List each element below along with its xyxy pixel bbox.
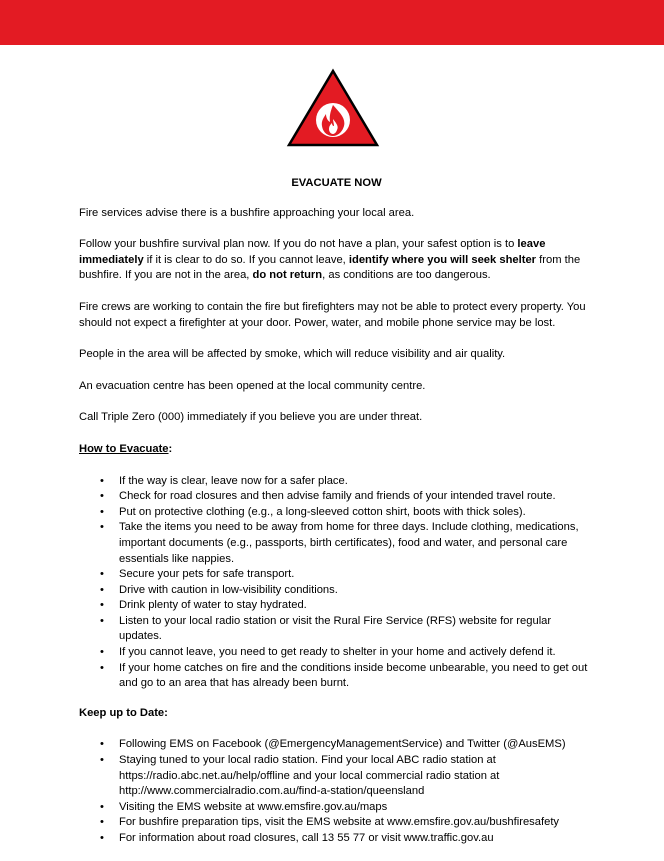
plan-text-4: , as conditions are too dangerous. bbox=[322, 269, 491, 282]
evacuate-list bbox=[79, 474, 594, 692]
fire-warning-icon bbox=[286, 68, 380, 148]
list-item: • Visiting the EMS website at www.emsfire.gov.au/maps bbox=[119, 800, 594, 816]
updates-list bbox=[79, 737, 594, 846]
plan-bold-shelter: identify where you will seek shelter bbox=[348, 253, 537, 266]
fire-crews-paragraph: Fire crews are working to contain the fire but firefighters may not be able to protect every property. You should not expect a firefighter at your door. Power, water, and mobile phone service may be lost. bbox=[79, 300, 586, 329]
list-item: • For bushfire preparation tips, visit the EMS website at www.emsfire.gov.au/bushfiresafety bbox=[119, 815, 594, 831]
plan-text-1: Follow your bushfire survival plan now. If you do not have a plan, your safest option is to bbox=[79, 238, 518, 251]
triple-zero-paragraph: Call Triple Zero (000) immediately if you believe you are under threat. bbox=[79, 411, 423, 424]
list-item: • Secure your pets for safe transport. bbox=[119, 567, 594, 583]
intro-text: Fire services advise there is a bushfire approaching your local area. bbox=[79, 206, 415, 219]
smoke-paragraph: People in the area will be affected by smoke, which will reduce visibility and air quality. bbox=[79, 348, 506, 361]
list-item: • Put on protective clothing (e.g., a long-sleeved cotton shirt, boots with thick soles). bbox=[119, 505, 594, 521]
page-title: EVACUATE NOW bbox=[291, 177, 382, 189]
intro-paragraph bbox=[79, 206, 594, 222]
plan-bold-return: do not return bbox=[252, 269, 323, 282]
header-banner bbox=[0, 0, 664, 45]
evacuation-centre-paragraph: An evacuation centre has been opened at the local community centre. bbox=[79, 379, 426, 392]
list-item: • If your home catches on fire and the conditions inside become unbearable, you need to get out and go to an area that has already been burnt. bbox=[119, 661, 594, 692]
list-item: • Following EMS on Facebook (@EmergencyManagementService) and Twitter (@AusEMS) bbox=[119, 737, 594, 753]
list-item: • Listen to your local radio station or visit the Rural Fire Service (RFS) website for regular updates. bbox=[119, 614, 594, 645]
updates-heading: Keep up to Date: bbox=[79, 706, 168, 719]
notice-content bbox=[79, 176, 594, 861]
evacuate-heading-colon: : bbox=[168, 442, 173, 455]
list-item: • Drive with caution in low-visibility conditions. bbox=[119, 583, 594, 599]
list-item: • If you cannot leave, you need to get ready to shelter in your home and actively defend it. bbox=[119, 645, 594, 661]
list-item: • For information about road closures, call 13 55 77 or visit www.traffic.gov.au bbox=[119, 831, 594, 847]
evacuate-heading-text: How to Evacuate bbox=[79, 442, 169, 455]
list-item: • Take the items you need to be away from home for three days. Include clothing, medications, important documents (e.g., passports, birth certificates), food and water, and personal care essentials like nappies. bbox=[119, 520, 594, 567]
plan-text-2: if it is clear to do so. If you cannot leave, bbox=[143, 253, 349, 266]
list-item: • Check for road closures and then advise family and friends of your intended travel route. bbox=[119, 489, 594, 505]
plan-bold-leave: leave immediately bbox=[79, 238, 546, 266]
list-item: • Staying tuned to your local radio station. Find your local ABC radio station at https://radio.abc.net.au/help/offline and your local commercial radio station at http://www.commercialradio.com.au/find-a-station/queensland bbox=[119, 753, 594, 800]
list-item: • If the way is clear, leave now for a safer place. bbox=[119, 474, 594, 490]
evacuate-heading bbox=[79, 442, 594, 458]
list-item: • Drink plenty of water to stay hydrated. bbox=[119, 598, 594, 614]
plan-text-3: from the bushfire. If you are not in the area, bbox=[79, 253, 581, 282]
survival-plan-paragraph bbox=[79, 237, 594, 284]
